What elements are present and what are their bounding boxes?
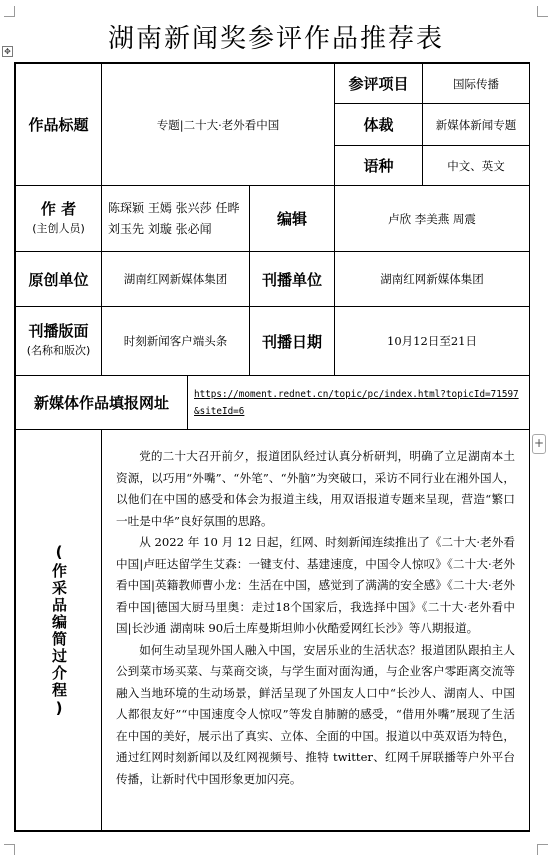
crop-mark-bottom-right bbox=[537, 844, 548, 855]
genre-value[interactable]: 新媒体新闻专题 bbox=[423, 104, 530, 146]
work-title-value[interactable]: 专题|二十大·老外看中国 bbox=[102, 64, 335, 186]
url-value-wrapper bbox=[188, 386, 529, 420]
category-value[interactable]: 国际传播 bbox=[423, 64, 530, 104]
table-move-handle-icon[interactable]: ✥ bbox=[2, 46, 13, 57]
url-label: 新媒体作品填报网址 bbox=[16, 376, 188, 430]
publish-unit-value[interactable]: 湖南红网新媒体集团 bbox=[335, 252, 530, 307]
work-title-label: 作品标题 bbox=[16, 64, 102, 186]
intro-content[interactable] bbox=[102, 430, 530, 832]
intro-paragraph-2: 从 2022 年 10 月 12 日起，红网、时刻新闻连续推出了《二十大·老外看中国|卢旺达留学生艾森：一键支付、基建速度，中国令人惊叹》《二十大·老外看中国|英籍教师曹小龙：生活在中国，感觉到了满满的安全感》《二十大·老外看中国|德国大厨马里奥：走过18个国家后，我选择中国》《二十大·老外看中国|长沙通 湖南味 90后土库曼斯坦帅小伙酷爱网红长沙》等八期报道。 bbox=[116, 535, 515, 635]
intro-paragraph-3: 如何生动呈现外国人融入中国，安居乐业的生活状态？报道团队跟拍主人公到菜市场买菜、与菜商交谈，与学生面对面沟通，与企业客户零距离交流等融入当地环境的生动场景，鲜活呈现了外国友人口中“长沙人、湖南人、中国人都很友好”“中国速度令人惊叹”等发自肺腑的感受，“借用外嘴”展现了生活在中国的美好，展示出了真实、立体、全面的中国。报道以中英双语为特色，通过红网时刻新闻以及红网视频号、推特 twitter、红网千屏联播等户外平台传播，让新时代中国形象更加闪亮。 bbox=[116, 642, 515, 786]
author-sublabel: (主创人员) bbox=[32, 221, 85, 235]
intro-label-text: (作采品编简过介程) bbox=[50, 542, 68, 719]
url-cell bbox=[188, 376, 530, 430]
publish-date-label: 刊播日期 bbox=[250, 307, 335, 376]
document-title: 湖南新闻奖参评作品推荐表 bbox=[107, 24, 444, 54]
author-label: 作 者 bbox=[40, 199, 77, 218]
editor-value[interactable]: 卢欣 李美燕 周震 bbox=[335, 186, 530, 252]
intro-label bbox=[16, 430, 102, 832]
publish-unit-label: 刊播单位 bbox=[250, 252, 335, 307]
origin-unit-label: 原创单位 bbox=[16, 252, 102, 307]
genre-label: 体裁 bbox=[335, 104, 423, 146]
author-label-cell bbox=[16, 186, 102, 252]
origin-unit-value[interactable]: 湖南红网新媒体集团 bbox=[102, 252, 250, 307]
publish-section-sublabel: (名称和版次) bbox=[26, 344, 91, 357]
recommendation-form-table bbox=[14, 62, 530, 832]
author-value[interactable]: 陈琛颖 王嫣 张兴莎 任晔 刘玉先 刘璇 张必闻 bbox=[102, 186, 250, 252]
publish-section-label-cell bbox=[16, 307, 102, 376]
add-column-icon[interactable]: + bbox=[532, 434, 546, 454]
crop-mark-top-left bbox=[4, 6, 15, 17]
language-label: 语种 bbox=[335, 146, 423, 186]
publish-date-value[interactable]: 10月12日至21日 bbox=[335, 307, 530, 376]
crop-mark-top-right bbox=[537, 6, 548, 17]
language-value[interactable]: 中文、英文 bbox=[423, 146, 530, 186]
publish-section-value[interactable]: 时刻新闻客户端头条 bbox=[102, 307, 250, 376]
editor-label: 编辑 bbox=[250, 186, 335, 252]
url-link[interactable]: https://moment.rednet.cn/topic/pc/index.html?topicId=71597&siteId=6 bbox=[194, 388, 519, 417]
publish-section-label: 刊播版面 bbox=[28, 322, 89, 340]
category-label: 参评项目 bbox=[335, 64, 423, 104]
intro-paragraph-1: 党的二十大召开前夕，报道团队经过认真分析研判，明确了立足湖南本土资源，以巧用“外嘴”、“外笔”、“外脑”为突破口，采访不同行业在湘外国人，以他们在中国的感受和体会为报道主线，用双语报道专题来呈现，营造“繁口一吐是中华”良好氛围的思路。 bbox=[116, 449, 515, 528]
crop-mark-bottom-left bbox=[4, 844, 15, 855]
